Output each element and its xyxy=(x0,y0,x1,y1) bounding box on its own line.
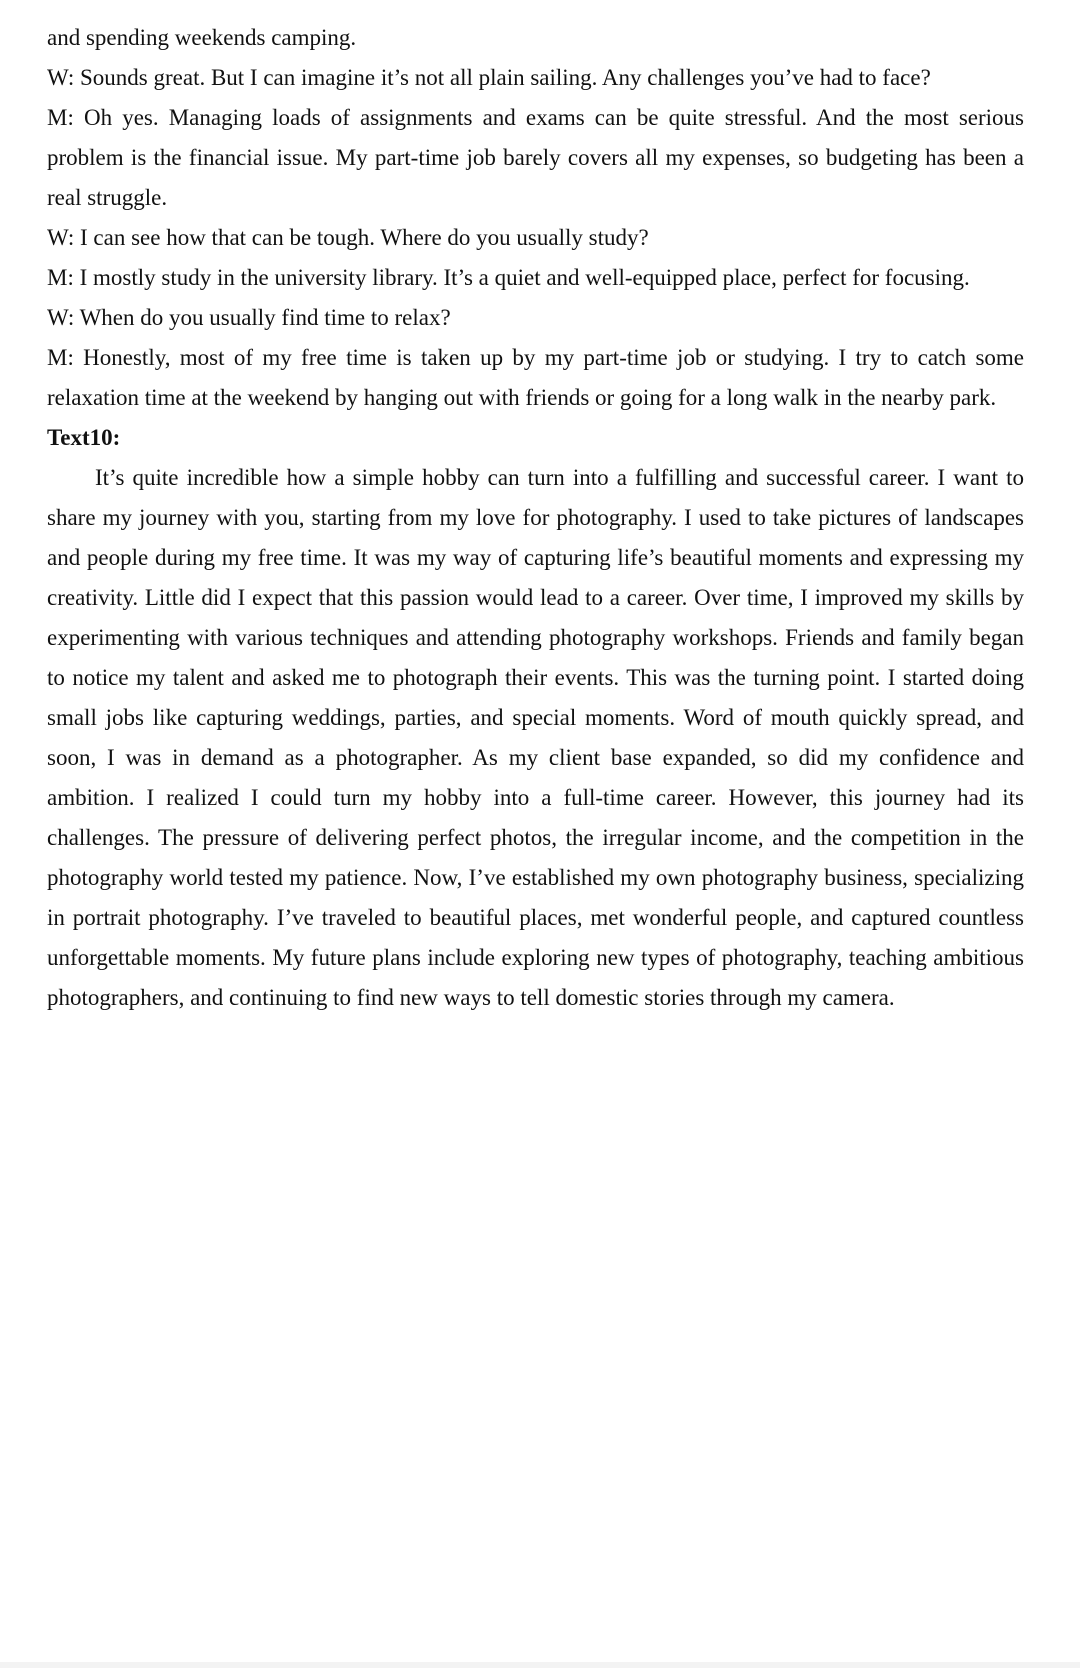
page-bottom-edge xyxy=(0,1662,1080,1668)
dialogue-line: W: When do you usually find time to relax? xyxy=(47,305,451,330)
dialogue-line: M: Oh yes. Managing loads of assignments and exams can be quite stressful. And the most serious problem is the financial issue. My part-time job barely covers all my expenses, so budgeting has been a real struggle. xyxy=(47,105,1024,210)
dialogue-line: W: I can see how that can be tough. Where do you usually study? xyxy=(47,225,649,250)
text10-paragraph: It’s quite incredible how a simple hobby can turn into a fulfilling and successful career. I want to share my journey with you, starting from my love for photography. I used to take pictures of landscapes and people during my free time. It was my way of capturing life’s beautiful moments and expressing my creativity. Little did I expect that this passion would lead to a career. Over time, I improved my skills by experimenting with various techniques and attending photography workshops. Friends and family began to notice my talent and asked me to photograph their events. This was the turning point. I started doing small jobs like capturing weddings, parties, and special moments. Word of mouth quickly spread, and soon, I was in demand as a photographer. As my client base expanded, so did my confidence and ambition. I realized I could turn my hobby into a full-time career. However, this journey had its challenges. The pressure of delivering perfect photos, the irregular income, and the competition in the photography world tested my patience. Now, I’ve established my own photography business, specializing in portrait photography. I’ve traveled to beautiful places, met wonderful people, and captured countless unforgettable moments. My future plans include exploring new types of photography, teaching ambitious photographers, and continuing to find new ways to tell domestic stories through my camera. xyxy=(47,465,1024,1010)
dialogue-line: W: Sounds great. But I can imagine it’s not all plain sailing. Any challenges you’ve had to face? xyxy=(47,65,931,90)
dialogue-section xyxy=(47,18,1024,418)
dialogue-line: and spending weekends camping. xyxy=(47,25,357,50)
dialogue-line: M: I mostly study in the university library. It’s a quiet and well-equipped place, perfect for focusing. xyxy=(47,265,970,290)
section-heading-text10: Text10: xyxy=(47,425,121,450)
dialogue-line: M: Honestly, most of my free time is taken up by my part-time job or studying. I try to catch some relaxation time at the weekend by hanging out with friends or going for a long walk in the nearby park. xyxy=(47,345,1024,410)
